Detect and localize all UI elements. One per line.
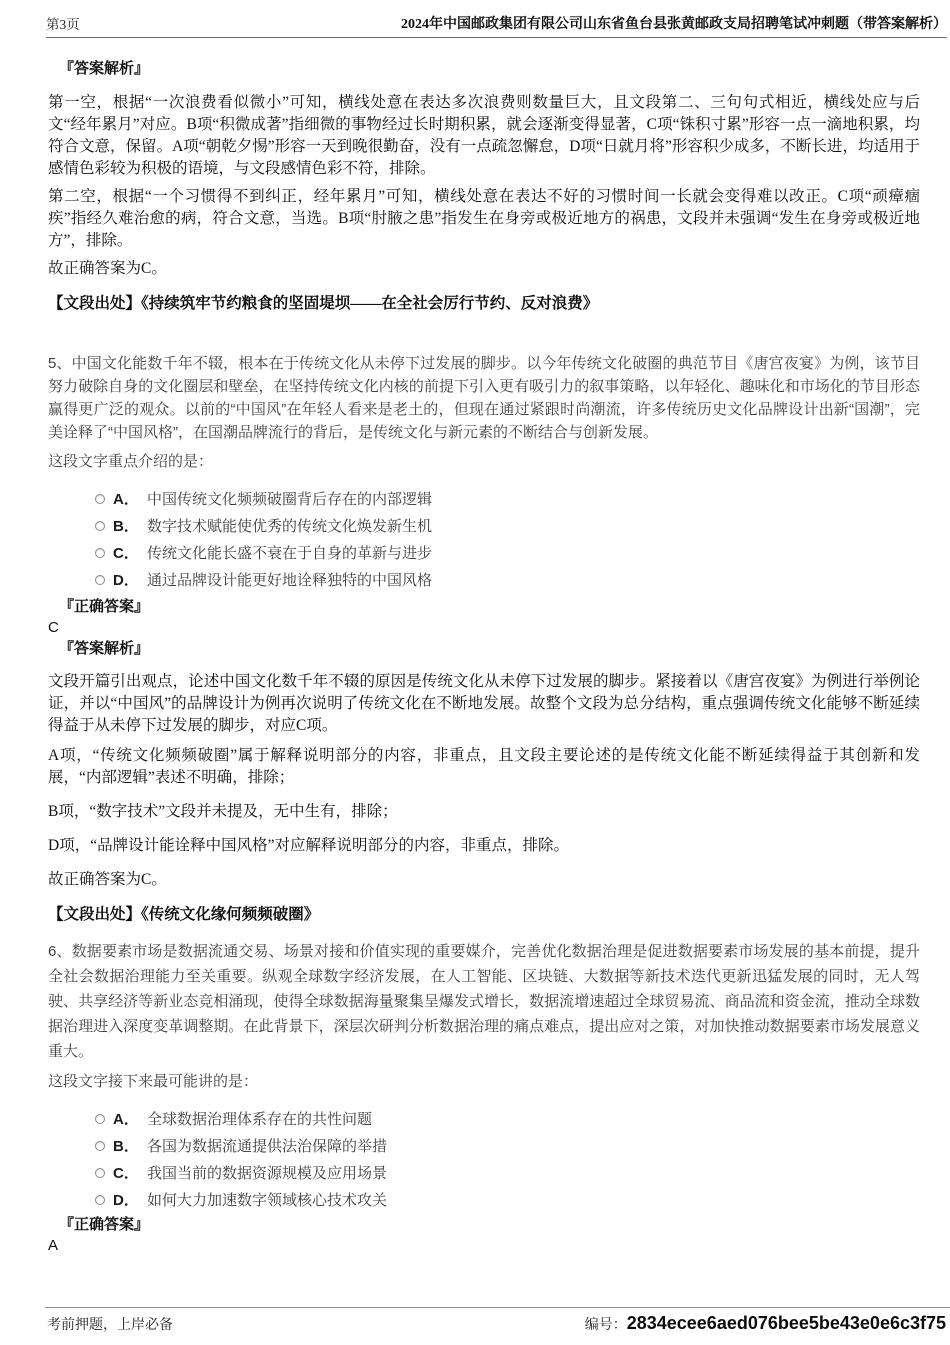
- option-letter: C．: [113, 545, 139, 562]
- question-5-prompt: 这段文字重点介绍的是：: [48, 453, 214, 470]
- radio-icon[interactable]: [95, 1141, 105, 1151]
- option-row-b[interactable]: [48, 512, 920, 539]
- option-letter: B．: [113, 1138, 139, 1155]
- option-letter: B．: [113, 518, 139, 535]
- radio-icon[interactable]: [95, 575, 105, 585]
- option-letter: D．: [113, 572, 139, 589]
- radio-icon[interactable]: [95, 1114, 105, 1124]
- radio-icon[interactable]: [95, 548, 105, 558]
- option-row-d[interactable]: [48, 566, 920, 593]
- option-row-c[interactable]: [48, 1159, 920, 1186]
- option-letter: D．: [113, 1192, 139, 1209]
- option-text: 中国传统文化频频破圈背后存在的内部逻辑: [147, 491, 433, 508]
- option-row-a[interactable]: [48, 1105, 920, 1132]
- source-line: 【文段出处】《传统文化缘何频频破圈》: [48, 906, 320, 923]
- question-5-stem: 5、中国文化能数千年不辍，根本在于传统文化从未停下过发展的脚步。以今年传统文化破圈的典范节目《唐宫夜宴》为例，该节目努力破除自身的文化圈层和壁垒，在坚持传统文化内核的前提下引入更有吸引力的叙事策略，以年轻化、趣味化和市场化的节目形态赢得更广泛的观众。以前的“中国风”在年轻人看来是老土的，但现在通过紧跟时尚潮流，许多传统历史文化品牌设计出新“国潮”，完美诠释了“中国风格”，在国潮品牌流行的背后，是传统文化与新元素的不断结合与创新发展。: [48, 355, 920, 441]
- correct-answer-label: 『正确答案』: [59, 599, 150, 615]
- option-row-b[interactable]: [48, 1132, 920, 1159]
- option-text: 我国当前的数据资源规模及应用场景: [147, 1165, 388, 1182]
- option-text: 通过品牌设计能更好地诠释独特的中国风格: [147, 572, 433, 589]
- question-5-options: [48, 485, 920, 593]
- analysis-paragraph: 第二空，根据“一个习惯得不到纠正，经年累月”可知，横线处意在表达不好的习惯时间一长就会变得难以改正。C项“顽瘴痼疾”指经久难治愈的病，符合文意，当选。B项“肘腋之患”指发生在身旁或极近地方的祸患，文段并未强调“发生在身旁或极近地方”，排除。: [48, 188, 920, 249]
- analysis-label: 『答案解析』: [59, 641, 150, 657]
- analysis-paragraph: B项，“数字技术”文段并未提及，无中生有，排除；: [48, 803, 398, 820]
- verdict-line: 故正确答案为C。: [48, 260, 167, 277]
- page-body: [0, 59, 950, 1257]
- option-row-a[interactable]: [48, 485, 920, 512]
- option-text: 如何大力加速数字领域核心技术攻关: [147, 1192, 388, 1209]
- option-text: 传统文化能长盛不衰在于自身的革新与进步: [147, 545, 433, 562]
- page-header: [46, 0, 947, 38]
- radio-icon[interactable]: [95, 1168, 105, 1178]
- option-letter: C．: [113, 1165, 139, 1182]
- question-6-prompt: 这段文字接下来最可能讲的是：: [48, 1073, 259, 1090]
- question-6-options: [48, 1105, 920, 1213]
- page-footer: [45, 1307, 950, 1334]
- option-text: 数字技术赋能使优秀的传统文化焕发新生机: [147, 518, 433, 535]
- correct-answer-value: A: [48, 1237, 59, 1254]
- option-text: 全球数据治理体系存在的共性问题: [147, 1111, 373, 1128]
- serial-number: 2834ecee6aed076bee5be43e0e6c3f75: [626, 1313, 946, 1333]
- option-row-c[interactable]: [48, 539, 920, 566]
- page-number: 第3页: [46, 17, 80, 32]
- verdict-line: 故正确答案为C。: [48, 871, 167, 888]
- analysis-paragraph: 第一空，根据“一次浪费看似微小”可知，横线处意在表达多次浪费则数量巨大，且文段第二、三句句式相近，横线处应与后文“经年累月”对应。B项“积微成著”指细微的事物经过长时期积累，就会逐渐变得显著，C项“铢积寸累”形容一点一滴地积累，均符合文意，保留。A项“朝乾夕惕”形容一天到晚很勤奋，没有一点疏忽懈怠，D项“日就月将”形容积少成多，不断长进，均适用于感情色彩较为积极的语境，与文段感情色彩不符，排除。: [48, 94, 920, 177]
- serial-line: [585, 1313, 946, 1334]
- correct-answer-label: 『正确答案』: [59, 1217, 150, 1233]
- footer-slogan: 考前押题，上岸必备: [47, 1318, 173, 1333]
- serial-label: 编号：: [584, 1318, 627, 1333]
- radio-icon[interactable]: [95, 1195, 105, 1205]
- source-line: 【文段出处】《持续筑牢节约粮食的坚固堤坝——在全社会厉行节约、反对浪费》: [48, 295, 599, 312]
- question-6-stem: 6、数据要素市场是数据流通交易、场景对接和价值实现的重要媒介，完善优化数据治理是促进数据要素市场发展的基本前提，提升全社会数据治理能力至关重要。纵观全球数字经济发展，在人工智能、区块链、大数据等新技术迭代更新迅猛发展的同时，无人驾驶、共享经济等新业态竞相涌现，使得全球数据海量聚集呈爆发式增长，数据流增速超过全球贸易流、商品流和资金流，推动全球数据治理进入深度变革调整期。在此背景下，深层次研判分析数据治理的痛点难点，提出应对之策，对加快推动数据要素市场发展意义重大。: [48, 943, 920, 1060]
- radio-icon[interactable]: [95, 494, 105, 504]
- analysis-paragraph: A项，“传统文化频频破圈”属于解释说明部分的内容，非重点，且文段主要论述的是传统文化能不断延续得益于其创新和发展，“内部逻辑”表述不明确，排除；: [48, 747, 920, 786]
- option-letter: A．: [113, 491, 139, 508]
- analysis-label: 『答案解析』: [59, 61, 150, 77]
- option-text: 各国为数据流通提供法治保障的举措: [147, 1138, 388, 1155]
- option-letter: A．: [113, 1111, 139, 1128]
- radio-icon[interactable]: [95, 521, 105, 531]
- document-title: 2024年中国邮政集团有限公司山东省鱼台县张黄邮政支局招聘笔试冲刺题（带答案解析）: [401, 17, 947, 32]
- correct-answer-value: C: [48, 619, 59, 636]
- analysis-paragraph: 文段开篇引出观点，论述中国文化数千年不辍的原因是传统文化从未停下过发展的脚步。紧接着以《唐宫夜宴》为例进行举例论证，并以“中国风”的品牌设计为例再次说明了传统文化在不断地发展。故整个文段为总分结构，重点强调传统文化能够不断延续得益于从未停下过发展的脚步，对应C项。: [48, 673, 920, 734]
- option-row-d[interactable]: [48, 1186, 920, 1213]
- analysis-paragraph: D项，“品牌设计能诠释中国风格”对应解释说明部分的内容，非重点，排除。: [48, 837, 569, 854]
